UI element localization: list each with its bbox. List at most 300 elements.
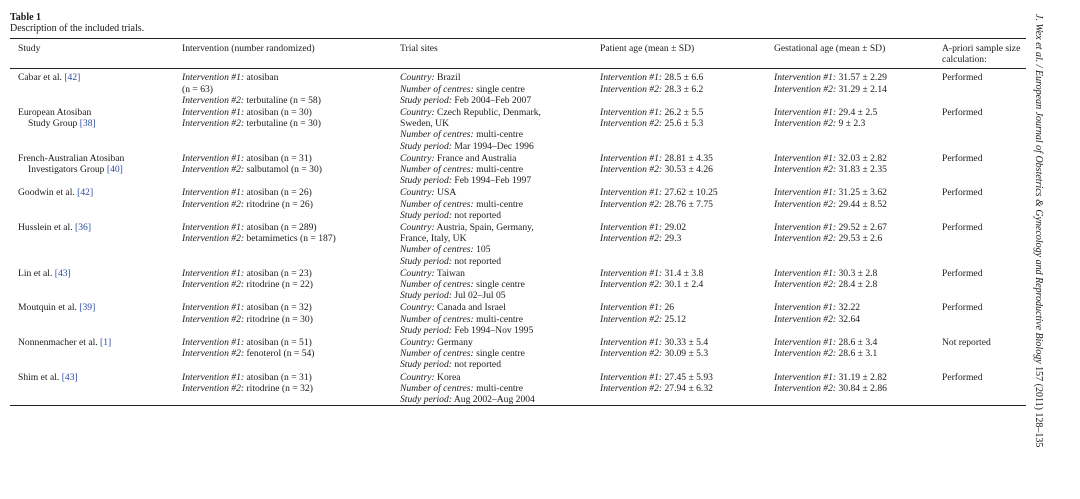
line-value: Jul 02–Jul 05: [451, 290, 506, 302]
line-value: single centre: [473, 83, 525, 95]
line-value: Canada and Israel: [434, 302, 506, 314]
cell-study: [10, 221, 174, 267]
study-line: [18, 153, 172, 164]
line-label: Study period:: [400, 255, 452, 267]
cell-line: [400, 72, 590, 83]
line-value: 25.12: [662, 313, 687, 325]
line-label: Intervention #1:: [600, 152, 663, 164]
cell-gestational-age: [766, 371, 934, 406]
cell-gestational-age: [766, 152, 934, 187]
cell-intervention: [174, 69, 392, 106]
line-label: Intervention #2:: [182, 164, 245, 176]
cell-line: [774, 337, 932, 348]
table-row: [10, 186, 1026, 221]
cell-line: [774, 314, 932, 325]
study-line: [18, 164, 172, 175]
line-label: Country:: [400, 187, 435, 199]
line-value: multi-centre: [473, 382, 523, 394]
cell-gestational-age: [766, 336, 934, 371]
line-value: multi-centre: [473, 313, 523, 325]
line-label: Study period:: [400, 209, 452, 221]
cell-line: [600, 72, 764, 83]
study-line: [18, 222, 172, 233]
line-value: 30.33 ± 5.4: [662, 337, 709, 349]
study-line: [18, 72, 172, 83]
line-value: 25.6 ± 5.3: [662, 118, 704, 130]
running-head-citation: 157 (2011) 128–135: [1033, 363, 1044, 448]
line-value: 28.6 ± 3.1: [836, 348, 878, 360]
table-row: [10, 336, 1026, 371]
cell-sample-size: Performed: [942, 107, 983, 119]
line-value: 28.6 ± 3.4: [836, 337, 878, 349]
study-name: French-Australian Atosiban: [18, 152, 125, 164]
cell-study: [10, 371, 174, 406]
line-value: 31.19 ± 2.82: [836, 371, 887, 383]
line-label: Intervention #1:: [600, 337, 663, 349]
line-label: Intervention #1:: [774, 337, 837, 349]
line-label: Country:: [400, 152, 435, 164]
line-label: Intervention #1:: [600, 72, 663, 84]
line-value: atosiban: [244, 72, 279, 84]
study-line: [18, 372, 172, 383]
line-label: Intervention #1:: [600, 222, 663, 234]
line-value: 105: [473, 244, 491, 256]
line-label: Study period:: [400, 140, 452, 152]
cell-line: [400, 199, 590, 210]
cell-line: [600, 187, 764, 198]
study-line: [18, 187, 172, 198]
line-value: multi-centre: [473, 198, 523, 210]
cell-line: [182, 72, 390, 83]
line-label: Intervention #1:: [774, 152, 837, 164]
line-value: atosiban (n = 31): [244, 152, 312, 164]
line-label: Intervention #2:: [182, 198, 245, 210]
line-label: Country:: [400, 337, 435, 349]
cell-patient-age: [592, 186, 766, 221]
cell-line: [182, 199, 390, 210]
line-label: Intervention #2:: [600, 348, 663, 360]
line-value: not reported: [451, 255, 501, 267]
header-study: Study: [18, 43, 41, 54]
cell-line: [182, 302, 390, 313]
reference-link[interactable]: [36]: [75, 222, 92, 234]
cell-line: [600, 107, 764, 118]
study-line: [18, 302, 172, 313]
cell-patient-age: [592, 106, 766, 152]
table-row: [10, 69, 1026, 106]
line-value: 31.4 ± 3.8: [662, 267, 704, 279]
line-value: ritodrine (n = 22): [244, 279, 313, 291]
cell-patient-age: [592, 69, 766, 106]
cell-line: [774, 164, 932, 175]
line-value: 32.64: [836, 313, 861, 325]
cell-line: [774, 118, 932, 129]
line-value: Taiwan: [434, 267, 465, 279]
cell-intervention: [174, 152, 392, 187]
line-label: Country:: [400, 371, 435, 383]
cell-line: [400, 164, 590, 175]
cell-sample-size: Not reported: [942, 337, 991, 349]
line-label: Intervention #2:: [600, 83, 663, 95]
line-label: Intervention #2:: [182, 118, 245, 130]
line-value: atosiban (n = 30): [244, 107, 312, 119]
cell-line: [182, 279, 390, 290]
cell-patient-age: [592, 301, 766, 336]
line-value: atosiban (n = 51): [244, 337, 312, 349]
line-value: atosiban (n = 26): [244, 187, 312, 199]
line-value: atosiban (n = 31): [244, 371, 312, 383]
table-row: [10, 152, 1026, 187]
line-label: Number of centres:: [400, 129, 474, 141]
cell-trial-sites: [392, 69, 592, 106]
table-row: [10, 371, 1026, 406]
line-value: Austria, Spain, Germany,: [434, 222, 534, 234]
line-label: Intervention #1:: [182, 267, 245, 279]
line-label: Intervention #2:: [182, 94, 245, 106]
line-value: 30.53 ± 4.26: [662, 164, 713, 176]
table-label: Table 1: [10, 12, 42, 23]
cell-line: [774, 233, 932, 244]
cell-study: [10, 186, 174, 221]
cell-line: [774, 72, 932, 83]
study-line: [18, 268, 172, 279]
cell-line: [774, 383, 932, 394]
header-gestational-age: Gestational age (mean ± SD): [774, 43, 886, 54]
line-label: Intervention #2:: [182, 313, 245, 325]
cell-intervention: [174, 221, 392, 267]
cell-trial-sites: [392, 186, 592, 221]
cell-line: [400, 290, 590, 301]
cell-line: [400, 268, 590, 279]
study-name: Moutquin et al.: [18, 302, 80, 314]
line-label: Number of centres:: [400, 348, 474, 360]
line-value: 31.83 ± 2.35: [836, 164, 887, 176]
cell-trial-sites: [392, 371, 592, 406]
line-label: Study period:: [400, 175, 452, 187]
cell-study: [10, 106, 174, 152]
line-label: Intervention #1:: [600, 371, 663, 383]
cell-line: [400, 337, 590, 348]
line-value: single centre: [473, 279, 525, 291]
cell-line: [600, 383, 764, 394]
cell-study: [10, 267, 174, 302]
line-value: Feb 1994–Feb 1997: [451, 175, 532, 187]
line-label: Intervention #2:: [182, 233, 245, 245]
line-label: Intervention #1:: [774, 107, 837, 119]
line-value: 31.25 ± 3.62: [836, 187, 887, 199]
cell-line: [400, 141, 590, 152]
reference-link[interactable]: [38]: [79, 118, 96, 130]
cell-line: [400, 187, 590, 198]
cell-sample-size: Performed: [942, 267, 983, 279]
line-value: betamimetics (n = 187): [244, 233, 336, 245]
line-label: Intervention #2:: [600, 382, 663, 394]
cell-gestational-age: [766, 69, 934, 106]
line-value: France and Australia: [434, 152, 517, 164]
study-line: [18, 118, 172, 129]
line-label: Intervention #2:: [774, 233, 837, 245]
line-value: terbutaline (n = 58): [244, 94, 321, 106]
line-label: Intervention #1:: [774, 222, 837, 234]
line-value: atosiban (n = 32): [244, 302, 312, 314]
header-trial-sites: Trial sites: [400, 43, 438, 54]
table-figure: [10, 12, 1026, 406]
cell-intervention: [174, 186, 392, 221]
study-line: [18, 107, 172, 118]
cell-sample-size: Performed: [942, 371, 983, 383]
cell-line: [400, 107, 590, 118]
cell-line: [400, 210, 590, 221]
line-label: Intervention #2:: [600, 118, 663, 130]
reference-link[interactable]: [43]: [54, 267, 71, 279]
line-label: Number of centres:: [400, 313, 474, 325]
line-value: Mar 1994–Dec 1996: [451, 140, 534, 152]
line-label: Intervention #2:: [600, 279, 663, 291]
study-name: Husslein et al.: [18, 222, 76, 234]
line-label: Number of centres:: [400, 244, 474, 256]
cell-line: [182, 348, 390, 359]
cell-line: [774, 153, 932, 164]
cell-line: [600, 164, 764, 175]
cell-line: [182, 164, 390, 175]
cell-line: [182, 314, 390, 325]
cell-line: [600, 153, 764, 164]
line-label: Intervention #1:: [600, 267, 663, 279]
table-body: [10, 69, 1026, 406]
cell-line: [600, 233, 764, 244]
cell-line: [400, 372, 590, 383]
cell-patient-age: [592, 267, 766, 302]
reference-link[interactable]: [42]: [77, 187, 94, 199]
cell-study: [10, 152, 174, 187]
reference-link[interactable]: [39]: [79, 302, 96, 314]
cell-trial-sites: [392, 267, 592, 302]
cell-line: [774, 268, 932, 279]
line-label: Intervention #2:: [600, 313, 663, 325]
cell-line: [774, 187, 932, 198]
cell-intervention: [174, 371, 392, 406]
cell-line: [400, 279, 590, 290]
line-label: Number of centres:: [400, 279, 474, 291]
line-value: Sweden, UK: [400, 118, 450, 130]
line-label: Intervention #2:: [182, 348, 245, 360]
line-label: Country:: [400, 302, 435, 314]
line-value: France, Italy, UK: [400, 233, 467, 245]
study-name: Nonnenmacher et al.: [18, 337, 101, 349]
cell-patient-age: [592, 336, 766, 371]
line-value: 30.3 ± 2.8: [836, 267, 878, 279]
cell-line: [182, 372, 390, 383]
cell-trial-sites: [392, 301, 592, 336]
line-label: Intervention #1:: [182, 152, 245, 164]
cell-study: [10, 301, 174, 336]
line-value: multi-centre: [473, 164, 523, 176]
line-value: terbutaline (n = 30): [244, 118, 321, 130]
table-header: [10, 39, 1026, 69]
line-label: Number of centres:: [400, 382, 474, 394]
line-value: ritodrine (n = 30): [244, 313, 313, 325]
cell-study: [10, 336, 174, 371]
cell-patient-age: [592, 221, 766, 267]
cell-patient-age: [592, 152, 766, 187]
study-line: [18, 337, 172, 348]
reference-link[interactable]: [42]: [64, 72, 81, 84]
line-label: Intervention #1:: [774, 302, 837, 314]
line-label: Intervention #1:: [182, 107, 245, 119]
line-label: Country:: [400, 107, 435, 119]
line-label: Intervention #2:: [182, 279, 245, 291]
cell-line: [600, 199, 764, 210]
line-value: 29.02: [662, 222, 687, 234]
cell-line: [600, 314, 764, 325]
line-label: Intervention #2:: [774, 279, 837, 291]
table-caption: Description of the included trials.: [10, 23, 145, 34]
study-name: Shim et al.: [18, 371, 62, 383]
cell-gestational-age: [766, 221, 934, 267]
line-label: Intervention #2:: [600, 164, 663, 176]
line-label: Intervention #1:: [182, 371, 245, 383]
line-value: 31.57 ± 2.29: [836, 72, 887, 84]
line-value: atosiban (n = 23): [244, 267, 312, 279]
line-value: USA: [434, 187, 457, 199]
line-label: Intervention #2:: [182, 382, 245, 394]
line-label: Intervention #1:: [600, 107, 663, 119]
cell-line: [400, 394, 590, 405]
cell-patient-age: [592, 371, 766, 406]
line-value: 28.76 ± 7.75: [662, 198, 713, 210]
line-label: Study period:: [400, 324, 452, 336]
cell-line: [774, 302, 932, 313]
line-label: Intervention #2:: [774, 382, 837, 394]
line-value: (n = 63): [182, 83, 213, 95]
line-value: multi-centre: [473, 129, 523, 141]
line-value: salbutamol (n = 30): [244, 164, 322, 176]
line-label: Intervention #1:: [774, 267, 837, 279]
line-value: 31.29 ± 2.14: [836, 83, 887, 95]
study-name: Cabar et al.: [18, 72, 65, 84]
cell-line: [182, 222, 390, 233]
line-value: 29.3: [662, 233, 682, 245]
line-value: Brazil: [434, 72, 461, 84]
line-value: 26.2 ± 5.5: [662, 107, 704, 119]
cell-line: [600, 348, 764, 359]
trials-table: [10, 38, 1026, 406]
line-value: 29.4 ± 2.5: [836, 107, 878, 119]
header-patient-age: Patient age (mean ± SD): [600, 43, 695, 54]
line-label: Intervention #1:: [774, 187, 837, 199]
header-sample-size-line: A-priori sample size: [942, 43, 1021, 54]
line-label: Intervention #2:: [774, 83, 837, 95]
cell-gestational-age: [766, 301, 934, 336]
cell-line: [600, 84, 764, 95]
line-label: Intervention #2:: [600, 198, 663, 210]
study-name: Study Group: [28, 118, 80, 130]
cell-intervention: [174, 106, 392, 152]
cell-line: [182, 107, 390, 118]
line-label: Intervention #1:: [600, 187, 663, 199]
line-value: 27.62 ± 10.25: [662, 187, 718, 199]
cell-line: [400, 325, 590, 336]
line-label: Country:: [400, 222, 435, 234]
cell-sample-size: Performed: [942, 222, 983, 234]
line-label: Number of centres:: [400, 83, 474, 95]
line-label: Intervention #1:: [182, 72, 245, 84]
line-label: Intervention #1:: [182, 187, 245, 199]
line-value: ritodrine (n = 26): [244, 198, 313, 210]
cell-line: [400, 233, 590, 244]
line-value: 32.03 ± 2.82: [836, 152, 887, 164]
table-row: [10, 106, 1026, 152]
cell-line: [400, 175, 590, 186]
cell-line: [600, 279, 764, 290]
line-value: 28.4 ± 2.8: [836, 279, 878, 291]
cell-line: [182, 233, 390, 244]
cell-line: [774, 348, 932, 359]
line-label: Intervention #1:: [182, 337, 245, 349]
cell-line: [182, 337, 390, 348]
line-label: Number of centres:: [400, 164, 474, 176]
line-value: 30.84 ± 2.86: [836, 382, 887, 394]
line-value: Korea: [434, 371, 461, 383]
cell-line: [400, 302, 590, 313]
table-row: [10, 221, 1026, 267]
cell-intervention: [174, 336, 392, 371]
cell-line: [400, 84, 590, 95]
reference-link[interactable]: [40]: [106, 164, 123, 176]
line-label: Intervention #2:: [774, 198, 837, 210]
line-value: not reported: [451, 359, 501, 371]
cell-line: [400, 348, 590, 359]
line-value: 27.94 ± 6.32: [662, 382, 713, 394]
line-value: 29.53 ± 2.6: [836, 233, 883, 245]
cell-gestational-age: [766, 106, 934, 152]
cell-intervention: [174, 267, 392, 302]
line-label: Intervention #2:: [774, 348, 837, 360]
line-value: Czech Republic, Denmark,: [434, 107, 541, 119]
line-label: Number of centres:: [400, 198, 474, 210]
cell-line: [400, 256, 590, 267]
cell-line: [400, 129, 590, 140]
line-label: Intervention #1:: [774, 72, 837, 84]
running-head-journal: J. Wex et al. / European Journal of Obstetrics & Gynecology and Reproductive Biology: [1033, 14, 1044, 364]
cell-line: [774, 372, 932, 383]
cell-line: [400, 383, 590, 394]
cell-sample-size: Performed: [942, 302, 983, 314]
line-label: Study period:: [400, 394, 452, 406]
line-label: Intervention #2:: [774, 313, 837, 325]
cell-line: [774, 222, 932, 233]
line-value: Feb 2004–Feb 2007: [451, 94, 532, 106]
cell-line: [182, 118, 390, 129]
cell-line: [400, 244, 590, 255]
cell-line: [400, 153, 590, 164]
cell-gestational-age: [766, 186, 934, 221]
line-value: 28.81 ± 4.35: [662, 152, 713, 164]
line-label: Intervention #2:: [774, 164, 837, 176]
line-label: Intervention #1:: [774, 371, 837, 383]
header-intervention: Intervention (number randomized): [182, 43, 315, 54]
line-label: Intervention #2:: [600, 233, 663, 245]
reference-link[interactable]: [43]: [61, 371, 78, 383]
line-value: 32.22: [836, 302, 861, 314]
line-label: Intervention #1:: [182, 222, 245, 234]
cell-line: [400, 359, 590, 370]
header-row: [10, 39, 1026, 69]
line-value: 9 ± 2.3: [836, 118, 866, 130]
line-label: Country:: [400, 267, 435, 279]
reference-link[interactable]: [1]: [100, 337, 112, 349]
line-value: Feb 1994–Nov 1995: [451, 324, 534, 336]
